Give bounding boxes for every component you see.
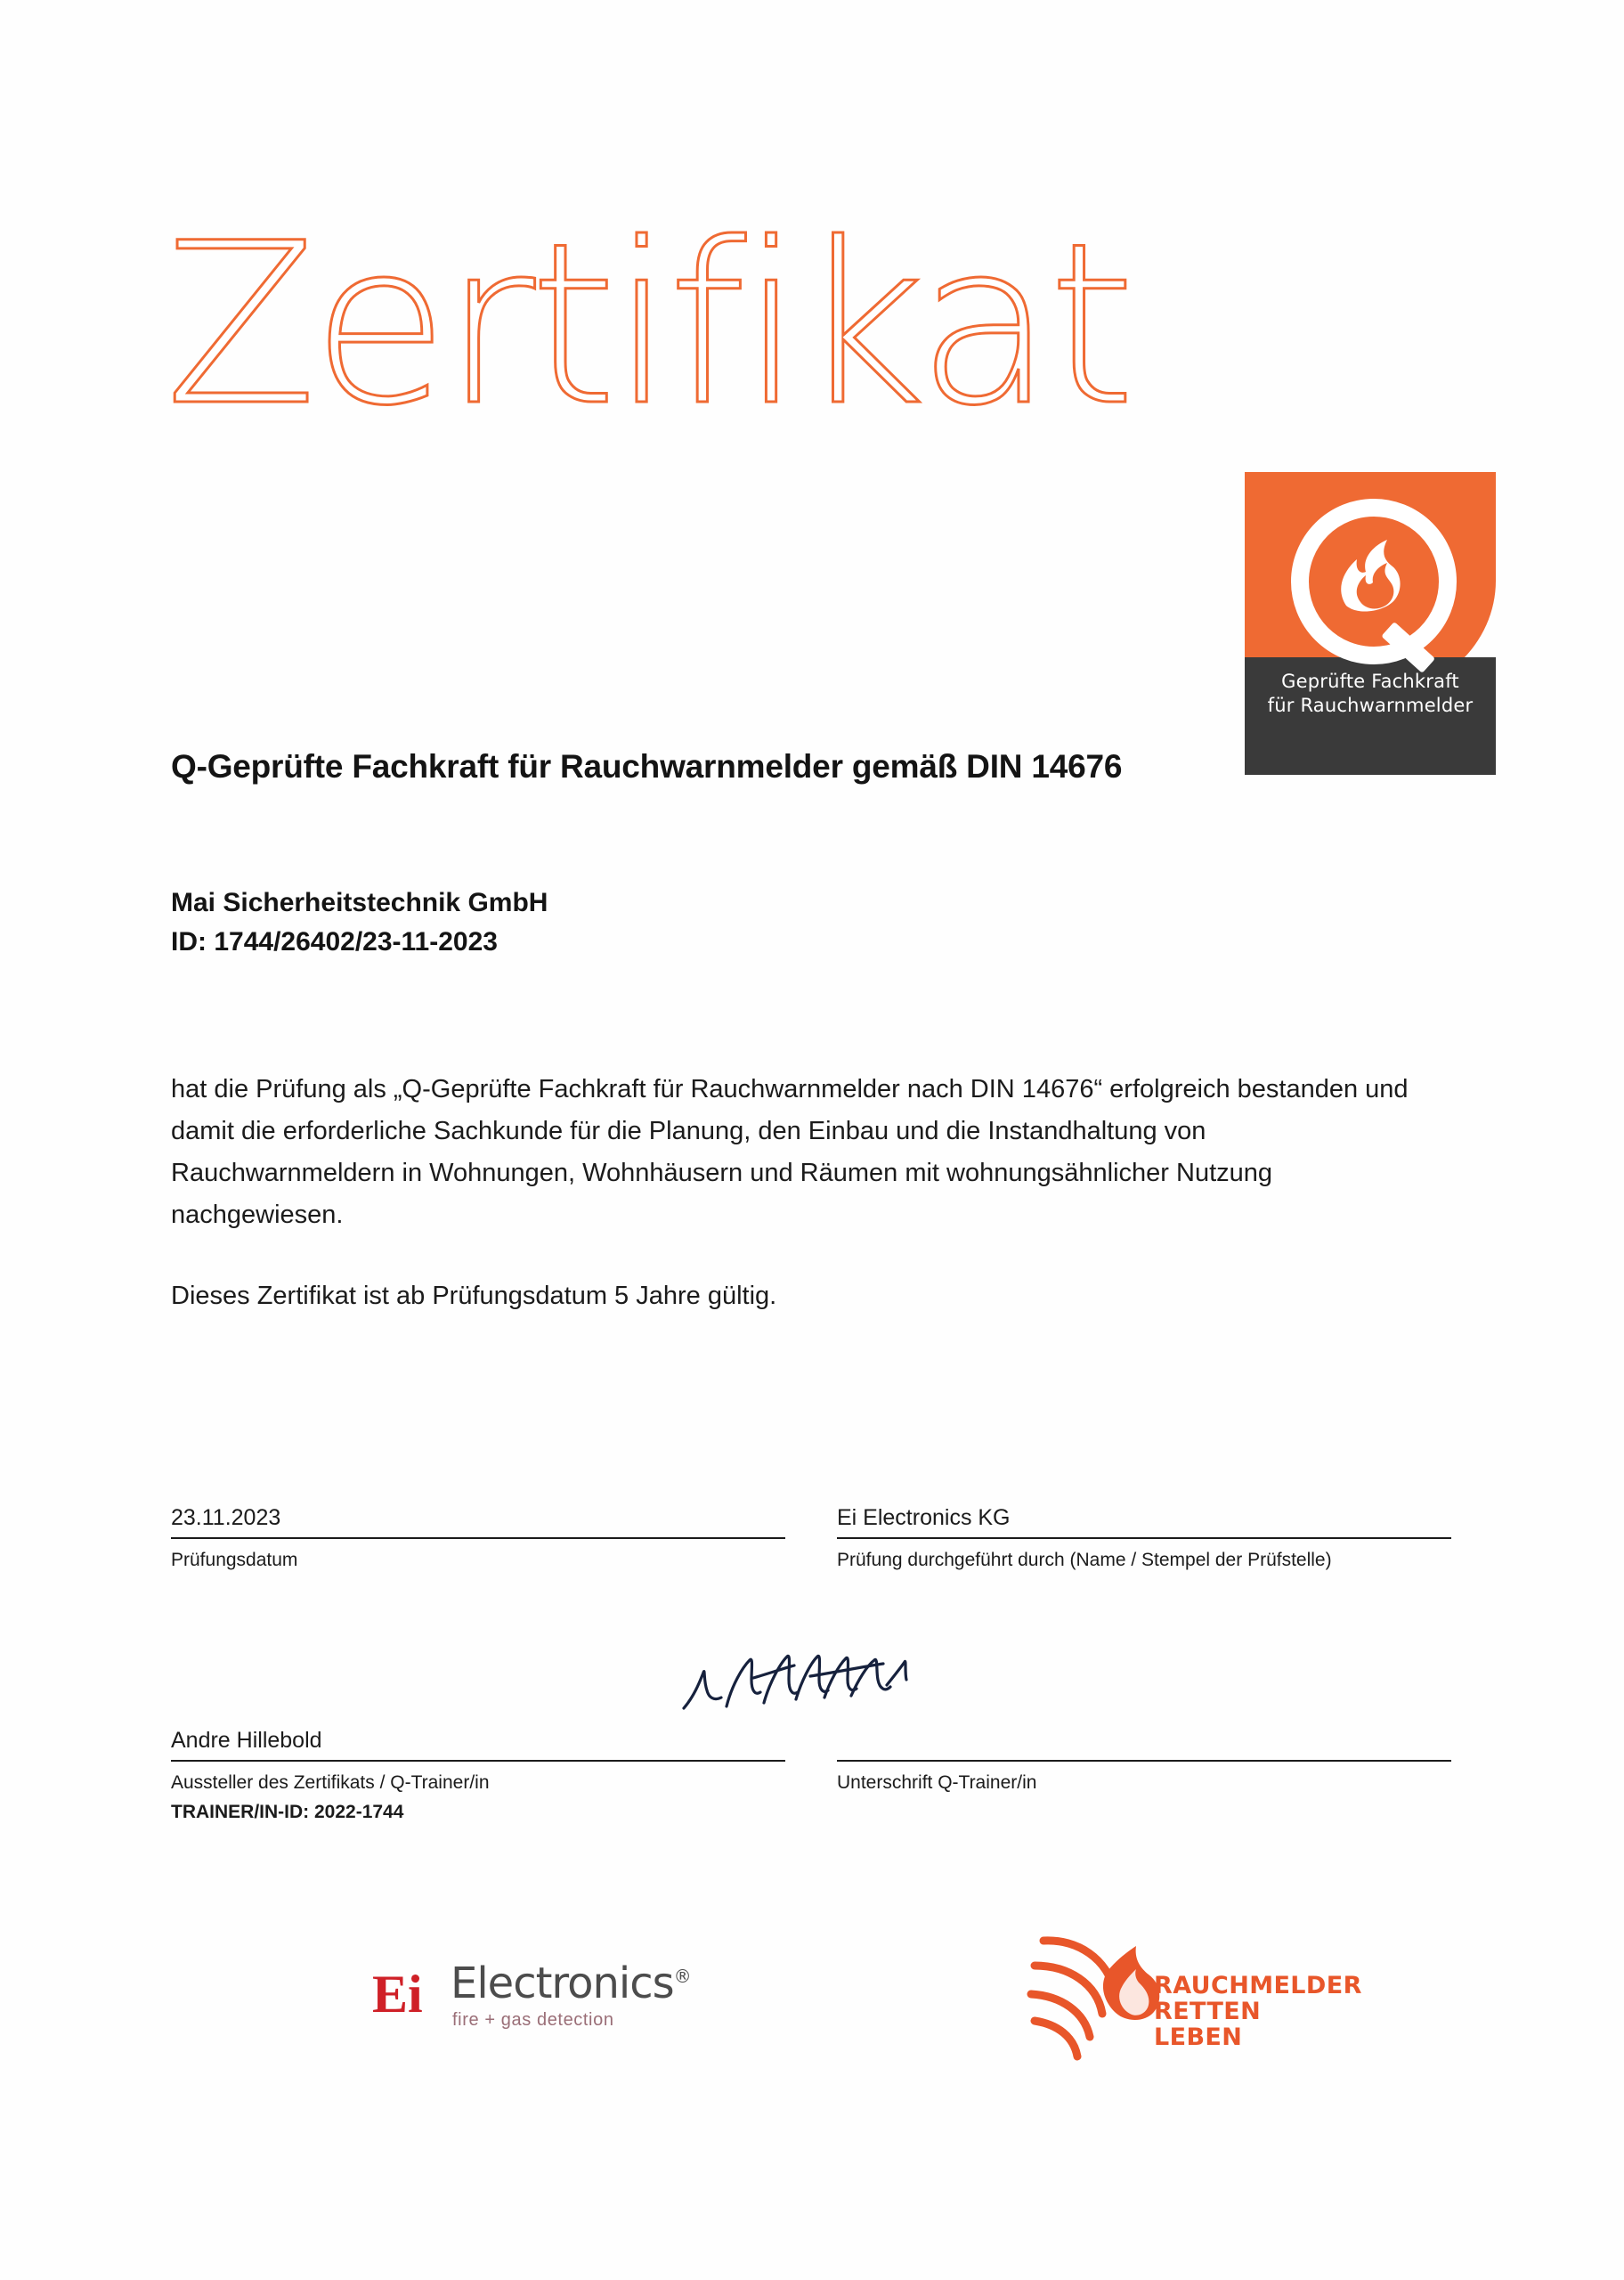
recipient-id: ID: 1744/26402/23-11-2023 — [171, 927, 498, 957]
signature-row-bottom — [171, 1728, 1471, 1950]
handwritten-signature — [677, 1637, 944, 1744]
examiner-value: Ei Electronics KG — [837, 1505, 1011, 1530]
ei-wordmark-text: Electronics — [451, 1958, 674, 2008]
q-seal-caption-line2: für Rauchwarnmelder — [1267, 695, 1474, 716]
rauchmelder-retten-leben-logo — [1022, 1919, 1362, 2097]
examiner-field — [837, 1505, 1451, 1574]
body-paragraph-2: Dieses Zertifikat ist ab Prüfungsdatum 5 Jahre gültig. — [171, 1282, 777, 1310]
rml-line-3: LEBEN — [1154, 2024, 1243, 2051]
q-seal-caption-line1: Geprüfte Fachkraft — [1281, 671, 1459, 692]
rml-wordmark — [1154, 1973, 1362, 2050]
certificate-body — [171, 748, 1471, 1356]
flame-icon — [1320, 527, 1417, 625]
issuer-value: Andre Hillebold — [171, 1728, 322, 1753]
ei-tagline: fire + gas detection — [452, 2010, 614, 2030]
issuer-label: Aussteller des Zertifikats / Q-Trainer/in — [171, 1772, 490, 1793]
recipient-block — [171, 884, 1471, 962]
recipient-company: Mai Sicherheitstechnik GmbH — [171, 888, 548, 917]
certificate-title: Q-Geprüfte Fachkraft für Rauchwarnmelder gemäß DIN 14676 — [171, 748, 1123, 785]
certificate-header — [0, 195, 1624, 716]
exam-date-field — [171, 1505, 785, 1574]
smoke-swoosh-icon — [1022, 1919, 1165, 2080]
rml-line-2: RETTEN — [1154, 1998, 1262, 2025]
exam-date-value: 23.11.2023 — [171, 1505, 281, 1530]
body-paragraph-1: hat die Prüfung als „Q-Geprüfte Fachkraft für Rauchwarnmelder nach DIN 14676“ erfolgreich bestanden und damit die erforderliche Sachkunde für die Planung, den Einbau und die Instandhaltung von Rauchwarnmeldern in Wohnungen, Wohnhäusern und Räumen mit wohnungsähnlicher Nutzung nachgewiesen. — [171, 1075, 1409, 1229]
exam-date-label: Prüfungsdatum — [171, 1550, 298, 1570]
signature-label: Unterschrift Q-Trainer/in — [837, 1772, 1037, 1793]
q-seal-logo — [1245, 472, 1496, 775]
registered-trademark-icon: ® — [673, 1966, 691, 1987]
page-title-outline: Zertifikat — [165, 195, 1131, 454]
footer-logos — [0, 1946, 1624, 2106]
trainer-id: TRAINER/IN-ID: 2022-1744 — [171, 1802, 404, 1822]
examiner-label: Prüfung durchgeführt durch (Name / Stempel der Prüfstelle) — [837, 1550, 1332, 1570]
q-seal-caption — [1245, 670, 1496, 718]
ei-monogram: Ei — [372, 1965, 423, 2024]
ei-wordmark — [451, 1958, 691, 2008]
ei-electronics-logo — [372, 1955, 691, 2053]
rml-line-1: RAUCHMELDER — [1154, 1972, 1362, 1999]
